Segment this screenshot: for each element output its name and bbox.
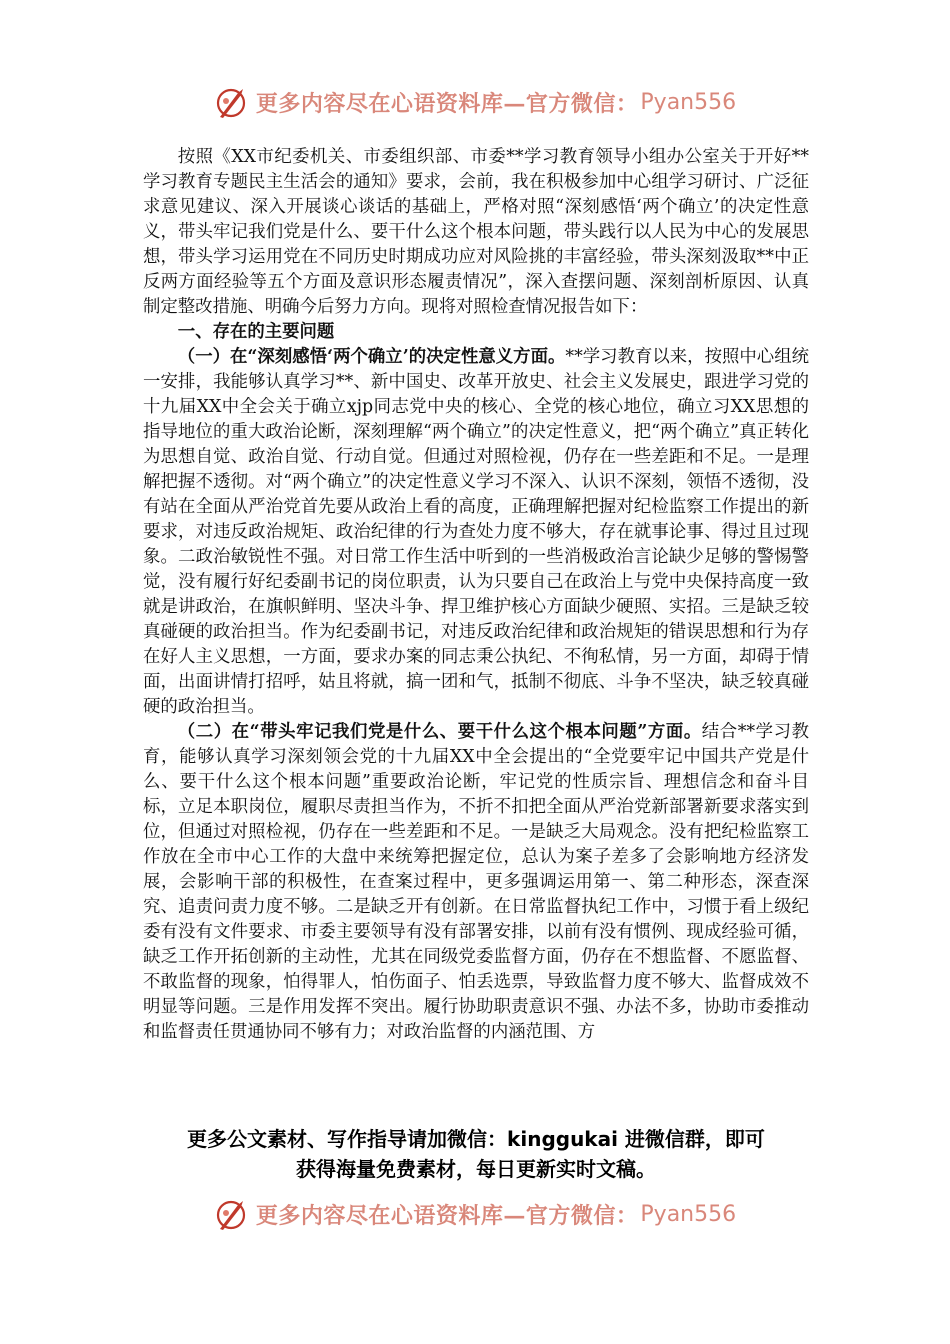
document-body — [143, 145, 809, 1045]
banner-wechat-id: Pyan556 — [640, 89, 737, 115]
banner-wechat-id: Pyan556 — [640, 1201, 737, 1227]
section-1-lead: （一）在“深刻感悟‘两个确立’的决定性意义方面。 — [177, 347, 566, 367]
section-2-lead: （二）在“带头牢记我们党是什么、要干什么这个根本问题”方面。 — [177, 722, 702, 742]
pen-circle-logo-icon — [214, 84, 250, 120]
pen-circle-logo-icon — [214, 1196, 250, 1232]
intro-paragraph: 按照《XX市纪委机关、市委组织部、市委**学习教育领导小组办公室关于开好**学习教育专题民主生活会的通知》要求，会前，我在积极参加中心组学习研讨、广泛征求意见建议、深入开展谈心谈话的基础上，严格对照“深刻感悟‘两个确立’的决定性意义，带头牢记我们党是什么、要干什么这个根本问题，带头践行以人民为中心的发展思想，带头学习运用党在不同历史时期成功应对风险挑的丰富经验，带头深刻汲取**中正反两方面经验等五个方面及意识形态履责情况”，深入查摆问题、深刻剖析原因、认真制定整改措施、明确今后努力方向。现将对照检查情况报告如下： — [143, 147, 809, 317]
footer-banner — [0, 1194, 950, 1234]
promo-notice — [143, 1124, 809, 1184]
header-banner — [0, 82, 950, 122]
section-1-paragraph — [143, 345, 809, 720]
section-2-text: 结合**学习教育，能够认真学习深刻领会党的十九届XX中全会提出的“全党要牢记中国共产党是什么、要干什么这个根本问题”重要政治论断，牢记党的性质宗旨、理想信念和奋斗目标，立足本职岗位，履职尽责担当作为，不折不扣把全面从严治党新部署新要求落实到位，但通过对照检视，仍存在一些差距和不足。一是缺乏大局观念。没有把纪检监察工作放在全市中心工作的大盘中来统筹把握定位，总认为案子差多了会影响地方经济发展，会影响干部的积极性，在查案过程中，更多强调运用第一、第二种形态，深查深究、追责问责力度不够。二是缺乏开有创新。在日常监督执纪工作中，习惯于看上级纪委有没有文件要求、市委主要领导有没有部署安排，以前有没有惯例、现成经验可循，缺乏工作开拓创新的主动性，尤其在同级党委监督方面，仍存在不想监督、不愿监督、不敢监督的现象，怕得罪人，怕伤面子、怕丢选票，导致监督力度不够大、监督成效不明显等问题。三是作用发挥不突出。履行协助职责意识不强、办法不多，协助市委推动和监督责任贯通协同不够有力；对政治监督的内涵范围、方 — [143, 722, 809, 1042]
banner-text: 更多内容尽在心语资料库—官方微信： — [255, 90, 639, 117]
section-1-text: **学习教育以来，按照中心组统一安排，我能够认真学习**、新中国史、改革开放史、社会主义发展史，跟进学习党的十九届XX中全会关于确立xjp同志党中央的核心、全党的核心地位，确立习XX思想的指导地位的重大政治论断，深刻理解“两个确立”的决定性意义，把“两个确立”真正转化为思想自觉、政治自觉、行动自觉。但通过对照检视，仍存在一些差距和不足。一是理解把握不透彻。对“两个确立”的决定性意义学习不深入、认识不深刻，领悟不透彻，没有站在全面从严治党首先要从政治上看的高度，正确理解把握对纪检监察工作提出的新要求，对违反政治规矩、政治纪律的行为查处力度不够大，存在就事论事、得过且过现象。二政治敏锐性不强。对日常工作生活中听到的一些消极政治言论缺少足够的警惕警觉，没有履行好纪委副书记的岗位职责，认为只要自己在政治上与党中央保持高度一致就是讲政治，在旗帜鲜明、坚决斗争、捍卫维护核心方面缺少硬照、实招。三是缺乏较真碰硬的政治担当。作为纪委副书记，对违反政治纪律和政治规矩的错误思想和行为存在好人主义思想，一方面，要求办案的同志秉公执纪、不徇私情，另一方面，却碍于情面，出面讲情打招呼，姑且将就，搞一团和气，抵制不彻底、斗争不坚决，缺乏较真碰硬的政治担当。 — [143, 347, 809, 717]
promo-line-2: 获得海量免费素材，每日更新实时文稿。 — [296, 1157, 656, 1181]
promo-line-1: 更多公文素材、写作指导请加微信：kinggukai 进微信群，即可 — [187, 1127, 765, 1151]
banner-text: 更多内容尽在心语资料库—官方微信： — [255, 1202, 639, 1229]
section-2-paragraph — [143, 720, 809, 1045]
section-heading: 一、存在的主要问题 — [177, 322, 335, 342]
